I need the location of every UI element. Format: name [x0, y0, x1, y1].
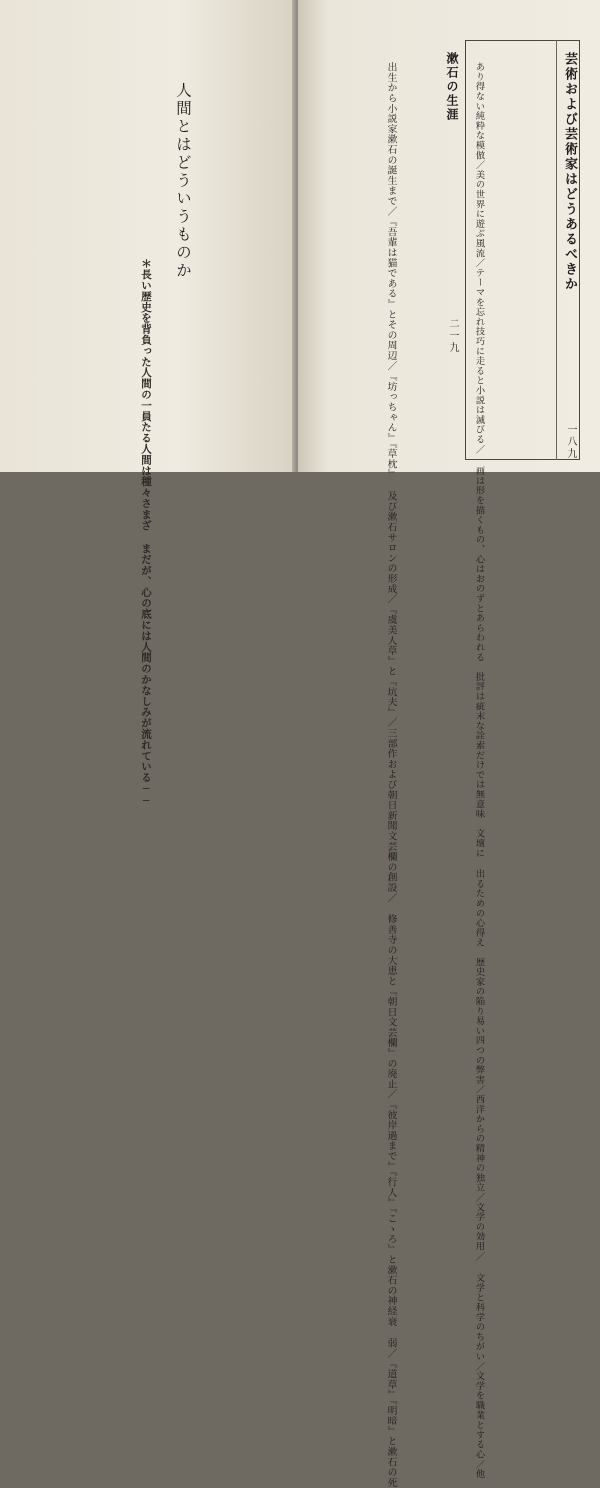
contents-line: あり得ない純粋な模倣／美の世界に遊ぶ風流／テーマを忘れ技巧に走ると小説は滅びる／: [473, 62, 485, 454]
contents-line: 文学と科学のちがい／文学を職業とする心／他: [473, 1272, 485, 1479]
section-contents: [383, 62, 398, 1488]
frame-divider: [556, 40, 557, 460]
section-contents: [472, 62, 486, 1479]
section-title: 漱石の生涯: [445, 52, 459, 122]
note-line: ＊長い歴史を背負った人間の一員たる人間は種々さまざ: [140, 258, 152, 531]
note-line: まだが、心の底には人間のかなしみが流れている──: [140, 542, 152, 808]
contents-line: 及び漱石サロンの形成／『虞美人草』と『坑夫』／三部作および朝日新聞文芸欄の創設／: [385, 490, 397, 903]
contents-line: 出るための心得え 歴史家の陥り易い四つの弊害／西洋からの精神の独立／文学の効用／: [473, 869, 485, 1262]
page-number: 二一九: [447, 318, 458, 354]
section-title: 芸術および芸術家はどうあるべきか: [562, 52, 577, 292]
page-title: 人間とはどういうものか: [174, 82, 192, 280]
left-page: [0, 0, 297, 808]
contents-line: 修善寺の大患と『朝日文芸欄』の廃止／『彼岸過まで』『行人』『こゝろ』と漱石の神経衰: [385, 914, 397, 1327]
contents-line: 弱／『道草』『明暗』と漱石の死: [385, 1338, 397, 1488]
annotation-note: [138, 258, 153, 808]
contents-line: 出生から小説家漱石の誕生まで／『吾輩は猫である』とその周辺／『坊っちゃん』『草枕』: [385, 62, 397, 480]
contents-line: 画は形を描くもの、心はおのずとあらわれる 批評は疵末な詮索だけでは無意味 文壇に: [473, 465, 485, 858]
page-number: 一八九: [565, 424, 576, 460]
